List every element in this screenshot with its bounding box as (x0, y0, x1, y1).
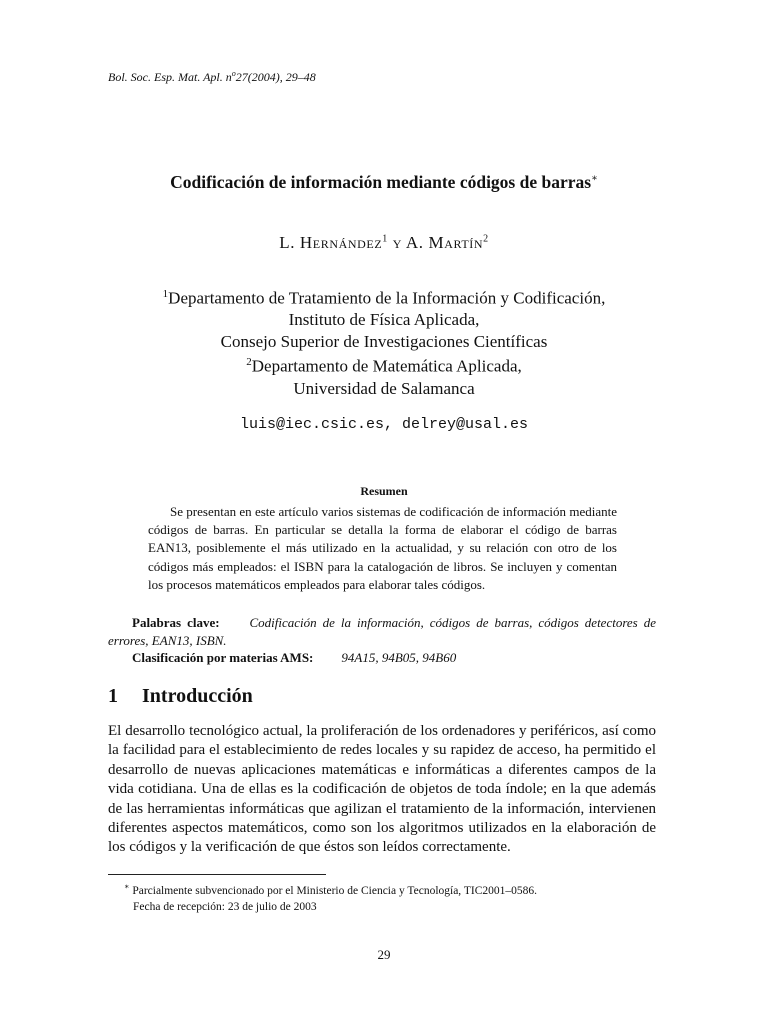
footnote-line-2: Fecha de recepción: 23 de julio de 2003 (133, 900, 317, 913)
affiliation-1-mark: 1 (162, 288, 169, 300)
affiliation-line-5: Universidad de Salamanca (293, 378, 475, 398)
journal-ref-prefix: Bol. Soc. Esp. Mat. Apl. n (108, 70, 232, 84)
paper-title-text: Codificación de información mediante códigos de barras (170, 172, 592, 192)
author-2: A. Martín (405, 233, 484, 252)
title-footnote-marker: ∗ (591, 173, 598, 185)
affiliation-1-text: Departamento de Tratamiento de la Información y Codificación, (168, 288, 606, 308)
authors (0, 233, 768, 253)
abstract-heading: Resumen (360, 484, 408, 498)
affiliation-2-text: Departamento de Matemática Aplicada, (251, 357, 522, 377)
affiliation-2-mark: 2 (246, 356, 252, 369)
journal-ref-sup: o (231, 69, 236, 78)
affiliations (0, 284, 768, 399)
keywords (108, 614, 656, 650)
keywords-label: Palabras clave: (132, 615, 220, 630)
journal-ref-suffix: 27(2004), 29–48 (235, 70, 316, 84)
footnote-rule (108, 874, 326, 875)
ams-value: 94A15, 94B05, 94B60 (341, 650, 457, 665)
section-title: Introducción (142, 685, 253, 707)
affiliation-line-1 (0, 284, 768, 309)
footnote-line-1 (124, 879, 664, 899)
paper-title (0, 172, 768, 193)
author-1: L. Hernández (279, 233, 383, 252)
affiliation-line-2: Instituto de Física Aplicada, (288, 310, 480, 330)
author-connector: y (387, 233, 406, 252)
introduction-paragraph: El desarrollo tecnológico actual, la proliferación de los ordenadores y periféricos, así como la facilidad para el establecimiento de redes locales y su rapidez de acceso, ha permitido el desarrollo de nuevas aplicaciones matemáticas e informáticas a diferentes campos de la vida cotidiana. Una de ellas es la codificación de objetos de toda índole; en la que además de las herramientas informáticas que agilizan el tratamiento de la información, intervienen diferentes aspectos matemáticos, como son los algoritmos utilizados en la elaboración de los códigos y la verificación de que éstos son leídos correctamente. (108, 723, 656, 856)
affiliation-line-4 (0, 352, 768, 377)
keywords-value: Codificación de la información, códigos de barras, códigos detectores de errores, EAN13, ISBN. (108, 615, 656, 649)
journal-reference (108, 69, 316, 85)
section-number: 1 (108, 685, 118, 707)
author-emails: luis@iec.csic.es, delrey@usal.es (239, 416, 529, 433)
section-heading (108, 685, 253, 708)
abstract-body: Se presentan en este artículo varios sistemas de codificación de información mediante códigos de barras. En particular se detalla la forma de elaborar el código de barras EAN13, posiblemente el más utilizado en la actualidad, y su relación con otro de los códigos más empleados: el ISBN para la catalogación de libros. Se incluyen y comentan los procesos matemáticos empleados para elaborar tales códigos. (148, 504, 617, 592)
ams-label: Clasificación por materias AMS: (132, 650, 314, 665)
author-2-mark: 2 (483, 233, 489, 245)
author-1-mark: 1 (382, 233, 388, 245)
footnote (124, 879, 664, 915)
footnote-marker: ∗ (124, 882, 130, 891)
page-number: 29 (377, 947, 391, 962)
affiliation-line-3: Consejo Superior de Investigaciones Científicas (220, 331, 548, 351)
ams-classification (108, 649, 656, 667)
footnote-text-1: Parcialmente subvencionado por el Ministerio de Ciencia y Tecnología, TIC2001–0586. (129, 884, 538, 897)
